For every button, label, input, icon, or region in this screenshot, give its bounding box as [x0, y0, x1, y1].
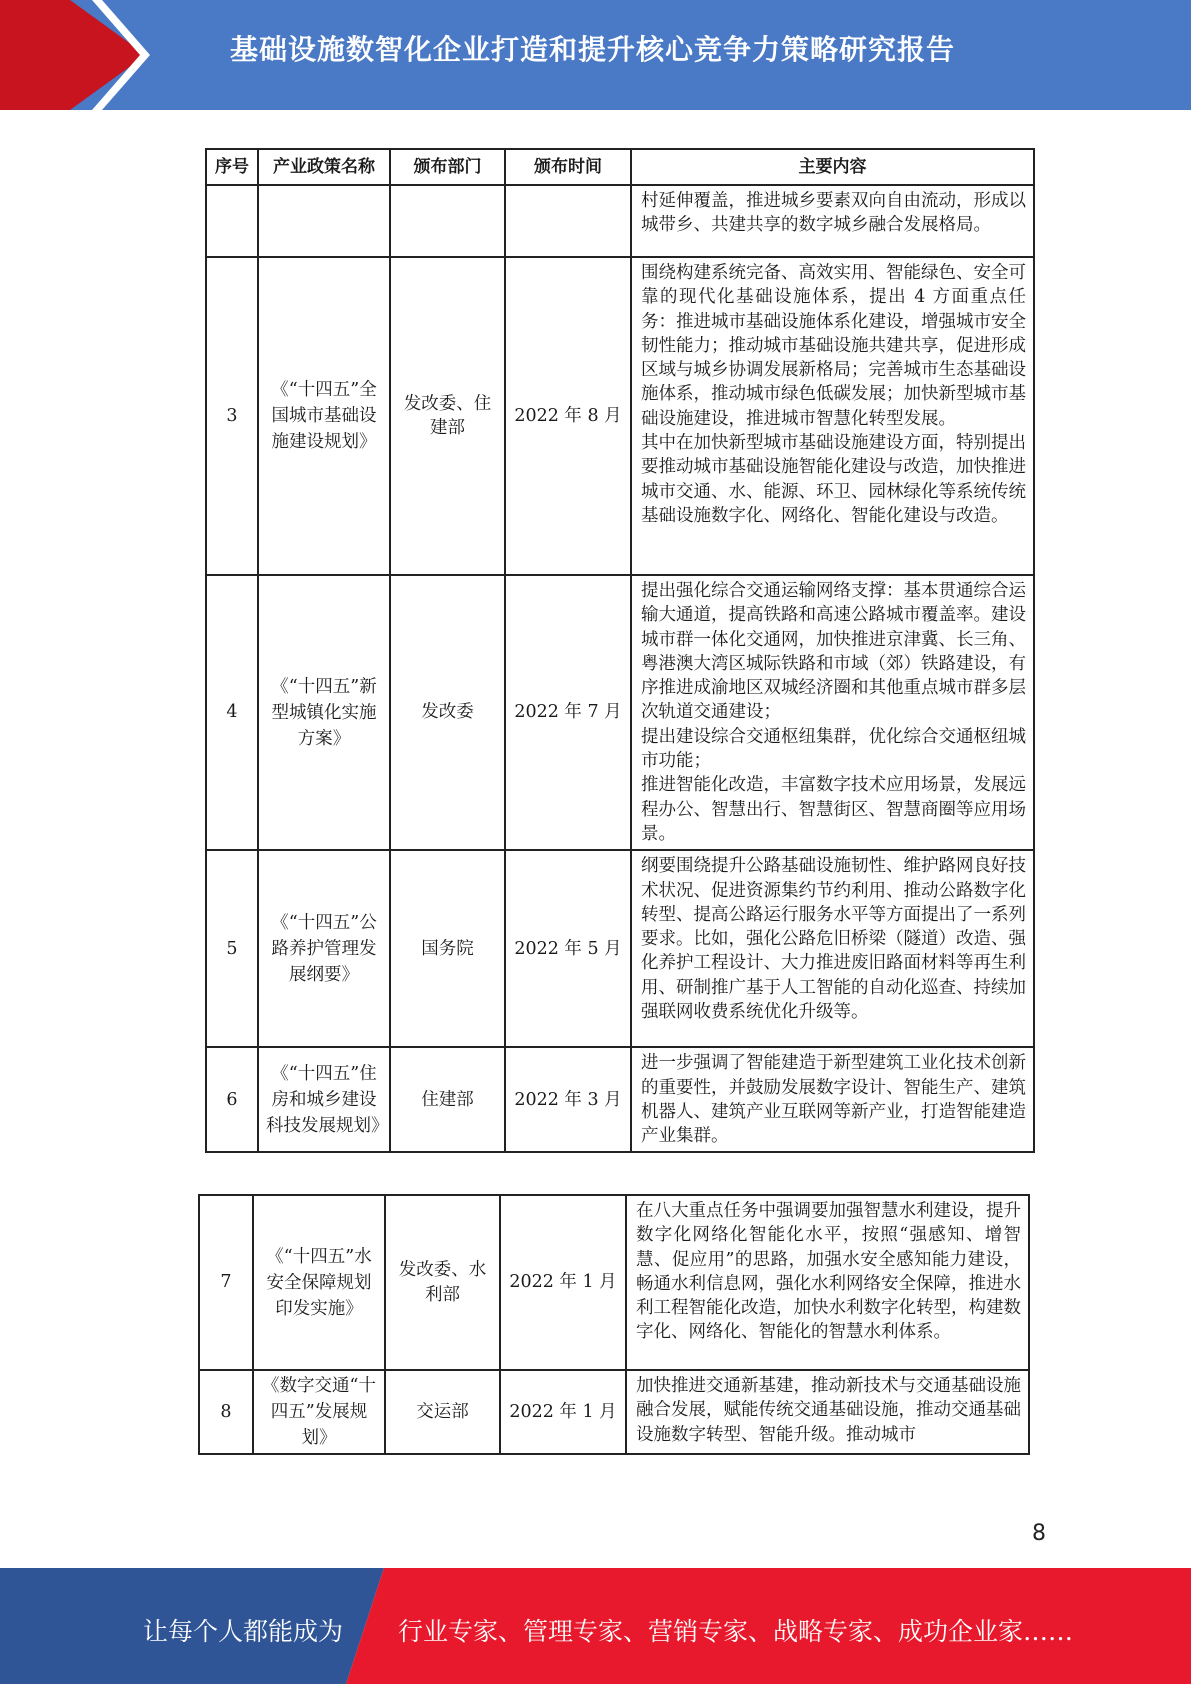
cell-date: 2022 年 1 月: [500, 1370, 626, 1454]
header-date: 颁布时间: [505, 149, 631, 185]
header-arrow-decoration: [0, 0, 160, 110]
cell-no: 6: [206, 1047, 258, 1152]
header-department: 颁布部门: [390, 149, 505, 185]
cell-no: 5: [206, 850, 258, 1047]
cell-no: [206, 185, 258, 257]
cell-no: 8: [199, 1370, 253, 1454]
report-title: 基础设施数智化企业打造和提升核心竞争力策略研究报告: [230, 33, 956, 66]
cell-name: 《“十四五”水安全保障规划印发实施》: [253, 1195, 385, 1370]
footer-slogan-left: 让每个人都能成为: [143, 1617, 344, 1646]
cell-content: 提出强化综合交通运输网络支撑：基本贯通综合运输大通道，提高铁路和高速公路城市覆盖率。建设城市群一体化交通网，加快推进京津冀、长三角、粤港澳大湾区城际铁路和市域（郊）铁路建设，有序推进成渝地区双城经济圈和其他重点城市群多层次轨道交通建设； 提出建设综合交通枢纽集群，优化综合交通枢纽城市功能； 推进智能化改造，丰富数字技术应用场景，发展远程办公、智慧出行、智慧街区、智慧商圈等应用场景。: [631, 575, 1034, 850]
header-no: 序号: [206, 149, 258, 185]
cell-dept: 发改委、住建部: [390, 257, 505, 575]
cell-dept: [390, 185, 505, 257]
cell-dept: 交运部: [385, 1370, 500, 1454]
cell-content: 进一步强调了智能建造于新型建筑工业化技术创新的重要性，并鼓励发展数字设计、智能生产、建筑机器人、建筑产业互联网等新产业，打造智能建造产业集群。: [631, 1047, 1034, 1152]
page-footer: [0, 1568, 1191, 1684]
cell-date: 2022 年 1 月: [500, 1195, 626, 1370]
table-row: [199, 1370, 1029, 1454]
policy-table-continued: [198, 1194, 1030, 1455]
page-number: 8: [1032, 1521, 1046, 1546]
policy-table: [205, 148, 1035, 1153]
cell-content: 村延伸覆盖，推进城乡要素双向自由流动，形成以城带乡、共建共享的数字城乡融合发展格局。: [631, 185, 1034, 257]
cell-no: 4: [206, 575, 258, 850]
cell-name: 《“十四五”公路养护管理发展纲要》: [258, 850, 390, 1047]
cell-dept: 国务院: [390, 850, 505, 1047]
cell-date: 2022 年 5 月: [505, 850, 631, 1047]
table-row-continued: [206, 185, 1034, 257]
cell-name: 《数字交通“十四五”发展规划》: [253, 1370, 385, 1454]
cell-no: 7: [199, 1195, 253, 1370]
table-row: [206, 1047, 1034, 1152]
cell-content: 纲要围绕提升公路基础设施韧性、维护路网良好技术状况、促进资源集约节约利用、推动公路数字化转型、提高公路运行服务水平等方面提出了一系列要求。比如，强化公路危旧桥梁（隧道）改造、强化养护工程设计、大力推进废旧路面材料等再生利用、研制推广基于人工智能的自动化巡查、持续加强联网收费系统优化升级等。: [631, 850, 1034, 1047]
cell-dept: 住建部: [390, 1047, 505, 1152]
cell-name: [258, 185, 390, 257]
table-header-row: [206, 149, 1034, 185]
header-content: 主要内容: [631, 149, 1034, 185]
cell-content: 在八大重点任务中强调要加强智慧水利建设，提升数字化网络化智能化水平，按照“强感知、增智慧、促应用”的思路，加强水安全感知能力建设，畅通水利信息网，强化水利网络安全保障，推进水利工程智能化改造，加快水利数字化转型，构建数字化、网络化、智能化的智慧水利体系。: [626, 1195, 1029, 1370]
cell-date: 2022 年 8 月: [505, 257, 631, 575]
footer-slogan-right: 行业专家、管理专家、营销专家、战略专家、成功企业家……: [398, 1617, 1074, 1646]
cell-content: 加快推进交通新基建，推动新技术与交通基础设施融合发展，赋能传统交通基础设施，推动交通基础设施数字转型、智能升级。推动城市: [626, 1370, 1029, 1454]
table-row: [206, 257, 1034, 575]
table-row: [206, 850, 1034, 1047]
cell-date: 2022 年 7 月: [505, 575, 631, 850]
table-row: [199, 1195, 1029, 1370]
cell-name: 《“十四五”全国城市基础设施建设规划》: [258, 257, 390, 575]
cell-no: 3: [206, 257, 258, 575]
cell-name: 《“十四五”住房和城乡建设科技发展规划》: [258, 1047, 390, 1152]
cell-dept: 发改委: [390, 575, 505, 850]
table-row: [206, 575, 1034, 850]
cell-content: 围绕构建系统完备、高效实用、智能绿色、安全可靠的现代化基础设施体系，提出 4 方面重点任务：推进城市基础设施体系化建设，增强城市安全韧性能力；推动城市基础设施共建共享，促进形成区域与城乡协调发展新格局；完善城市生态基础设施体系，推动城市绿色低碳发展；加快新型城市基础设施建设，推进城市智慧化转型发展。 其中在加快新型城市基础设施建设方面，特别提出要推动城市基础设施智能化建设与改造，加快推进城市交通、水、能源、环卫、园林绿化等系统传统基础设施数字化、网络化、智能化建设与改造。: [631, 257, 1034, 575]
cell-date: [505, 185, 631, 257]
page-header: [0, 0, 1191, 110]
header-policy-name: 产业政策名称: [258, 149, 390, 185]
cell-name: 《“十四五”新型城镇化实施方案》: [258, 575, 390, 850]
cell-date: 2022 年 3 月: [505, 1047, 631, 1152]
cell-dept: 发改委、水利部: [385, 1195, 500, 1370]
